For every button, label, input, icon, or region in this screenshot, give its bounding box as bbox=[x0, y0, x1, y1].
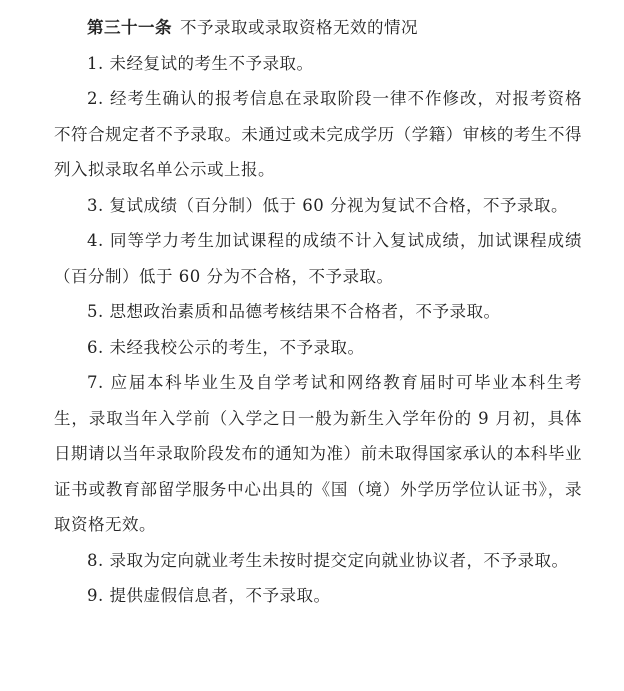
article-title: 不予录取或录取资格无效的情况 bbox=[180, 18, 418, 37]
list-item-1: 1. 未经复试的考生不予录取。 bbox=[87, 53, 314, 73]
list-item-9: 9. 提供虚假信息者，不予录取。 bbox=[87, 586, 331, 605]
article-heading bbox=[54, 10, 582, 46]
list-item-4: 4. 同等学力考生加试课程的成绩不计入复试成绩，加试课程成绩（百分制）低于 60 分为不合格，不予录取。 bbox=[54, 231, 582, 286]
list-item-8: 8. 录取为定向就业考生未按时提交定向就业协议者，不予录取。 bbox=[87, 550, 569, 570]
article-number: 第三十一条 bbox=[87, 18, 172, 37]
list-item-2: 2. 经考生确认的报考信息在录取阶段一律不作修改，对报考资格不符合规定者不予录取。未通过或未完成学历（学籍）审核的考生不得列入拟录取名单公示或上报。 bbox=[54, 89, 582, 179]
document-body bbox=[54, 10, 582, 614]
list-item-7: 7. 应届本科毕业生及自学考试和网络教育届时可毕业本科生考生，录取当年入学前（入学之日一般为新生入学年份的 9 月初，具体日期请以当年录取阶段发布的通知为准）前未取得国家承认的本科毕业证书或教育部留学服务中心出具的《国（境）外学历学位认证书》，录取资格无效。 bbox=[54, 373, 582, 534]
list-item-6: 6. 未经我校公示的考生，不予录取。 bbox=[87, 337, 365, 357]
list-item-3: 3. 复试成绩（百分制）低于 60 分视为复试不合格，不予录取。 bbox=[87, 195, 568, 215]
list-item-5: 5. 思想政治素质和品德考核结果不合格者，不予录取。 bbox=[87, 302, 501, 321]
